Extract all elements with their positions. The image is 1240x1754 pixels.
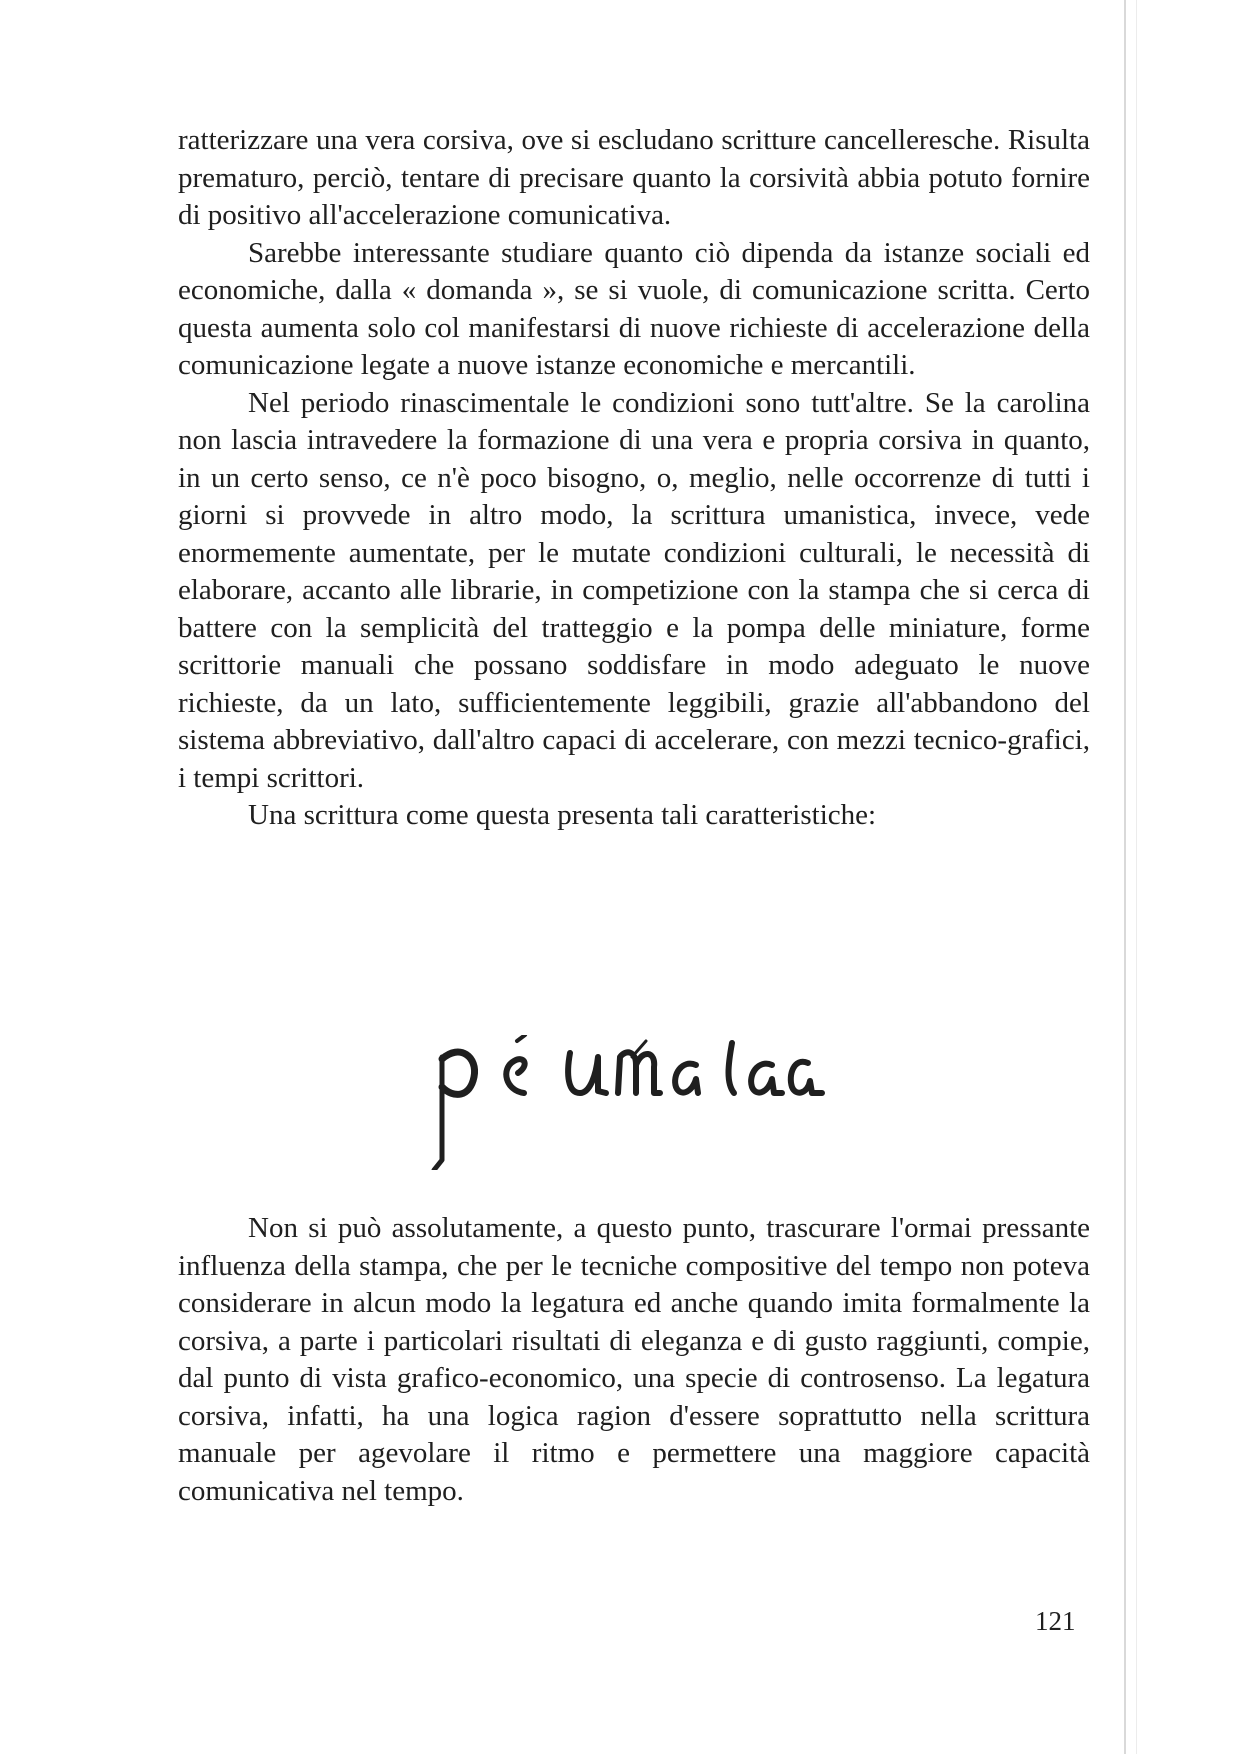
page-edge-line [1124,0,1126,1754]
page-number: 121 [1035,1606,1076,1636]
text-block-top [178,122,1090,835]
handwriting-specimen-figure [420,1035,880,1170]
paragraph-5: Non si può assolutamente, a questo punto, trascurare l'ormai pressante influenza della stampa, che per le tecniche compositive del tempo non poteva considerare in alcun modo la legatura ed anche quando imita formalmente la corsiva, a parte i particolari risultati di eleganza e di gusto raggiunti, compie, dal punto di vista grafico-economico, una specie di controsenso. La legatura corsiva, infatti, ha una logica ragion d'essere soprattutto nella scrittura manuale per agevolare il ritmo e permettere una maggiore capacità comunicativa nel tempo. [178,1212,1090,1507]
text-block-bottom [178,1210,1090,1510]
paragraph-3: Nel periodo rinascimentale le condizioni sono tutt'altre. Se la carolina non lascia intravedere la formazione di una vera e propria corsiva in quanto, in un certo senso, ce n'è poco bisogno, o, meglio, nelle occorrenze di tutti i giorni si provvede in altro modo, la scrittura umanistica, invece, vede enormemente aumentate, per le mutate condizioni culturali, le necessità di elaborare, accanto alle librarie, in competizione con la stampa che si cerca di battere con la semplicità del tratteggio e la pompa delle miniature, forme scrittorie manuali che possano soddisfare in modo adeguato le nuove richieste, da un lato, sufficientemente leggibili, grazie all'abbandono del sistema abbreviativo, dall'altro capaci di accelerare, con mezzi tecnico-grafici, i tempi scrittori. [178,386,1090,794]
paragraph-2: Sarebbe interessante studiare quanto ciò dipenda da istanze sociali ed economiche, dalla « domanda », se si vuole, di comunicazione scritta. Certo questa aumenta solo col manifestarsi di nuove richieste di accelerazione della comunicazione legate a nuove istanze economiche e mercantili. [178,236,1090,381]
paragraph-4: Una scrittura come questa presenta tali caratteristiche: [248,799,877,831]
page-edge-shadow [1136,0,1137,1754]
paragraph-1: ratterizzare una vera corsiva, ove si escludano scritture cancelleresche. Risulta prematuro, perciò, tentare di precisare quanto la corsività abbia potuto fornire di positivo all'accelerazione comunicativa. [178,124,1090,231]
